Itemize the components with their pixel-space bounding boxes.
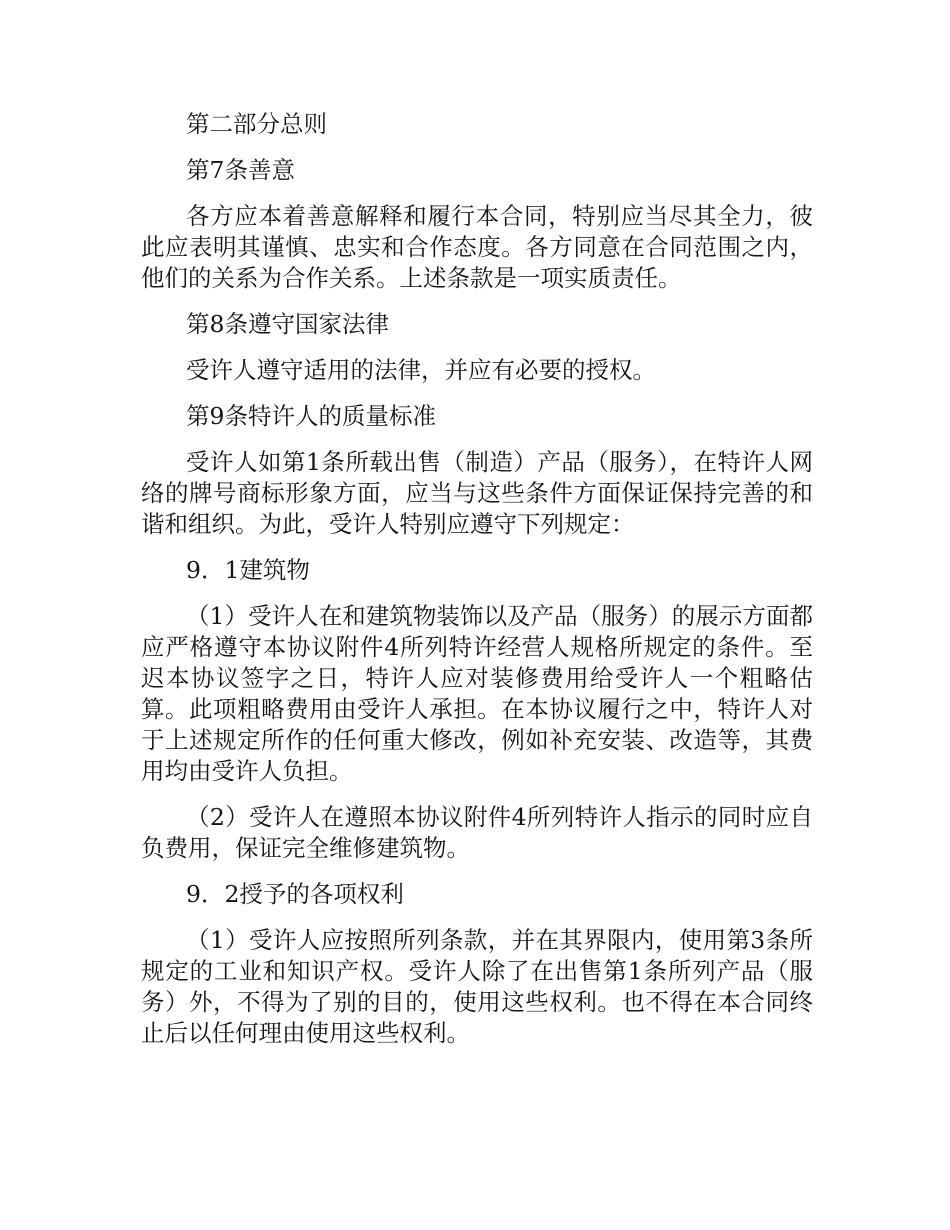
article-9-paragraph: 受许人如第1条所载出售（制造）产品（服务），在特许人网络的牌号商标形象方面，应当与这些条件方面保证保持完善的和谐和组织。为此，受许人特别应遵守下列规定： <box>141 448 813 538</box>
section-9-1-heading: 9．1建筑物 <box>186 556 310 584</box>
section-9-2-item-1: （1）受许人应按照所列条款，并在其界限内，使用第3条所规定的工业和知识产权。受许人除了在出售第1条所列产品（服务）外，不得为了别的目的，使用这些权利。也不得在本合同终止后以任何理由使用这些权利。 <box>141 926 813 1047</box>
article-8-paragraph: 受许人遵守适用的法律，并应有必要的授权。 <box>186 356 656 384</box>
part-heading: 第二部分总则 <box>186 110 327 138</box>
section-9-1-item-1: （1）受许人在和建筑物装饰以及产品（服务）的展示方面都应严格遵守本协议附件4所列特许经营人规格所规定的条件。至迟本协议签字之日，特许人应对装修费用给受许人一个粗略估算。此项粗略费用由受许人承担。在本协议履行之中，特许人对于上述规定所作的任何重大修改，例如补充安装、改造等，其费用均由受许人负担。 <box>141 602 813 785</box>
article-8-heading: 第8条遵守国家法律 <box>186 310 389 338</box>
section-9-1-item-2: （2）受许人在遵照本协议附件4所列特许人指示的同时应自负费用，保证完全维修建筑物。 <box>141 803 813 862</box>
article-9-heading: 第9条特许人的质量标准 <box>186 402 436 430</box>
section-9-2-heading: 9．2授予的各项权利 <box>186 880 404 908</box>
article-7-paragraph: 各方应本着善意解释和履行本合同，特别应当尽其全力，彼此应表明其谨慎、忠实和合作态度。各方同意在合同范围之内，他们的关系为合作关系。上述条款是一项实质责任。 <box>141 202 813 292</box>
document-body <box>141 109 813 1064</box>
article-7-heading: 第7条善意 <box>186 156 295 184</box>
